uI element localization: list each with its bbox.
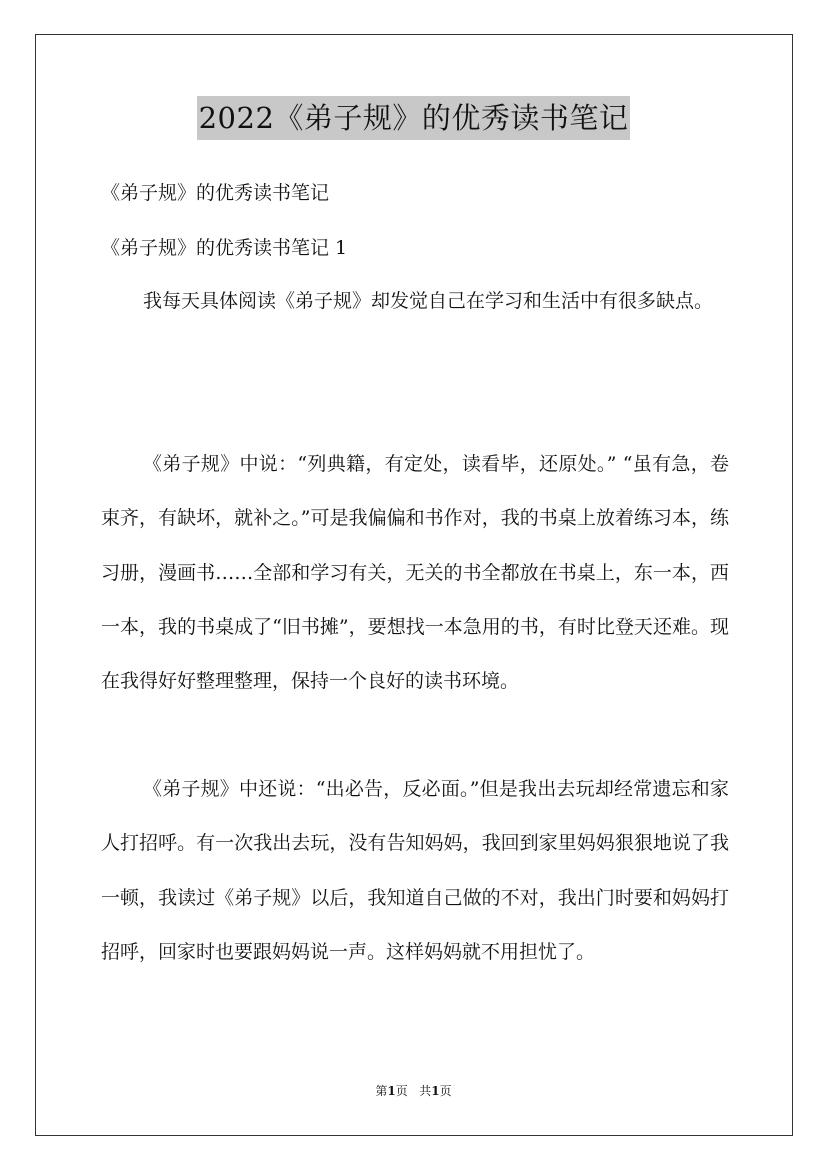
paragraph-2: 《弟子规》中说：“列典籍，有定处，读看毕，还原处。” “虽有急，卷束齐，有缺坏，就补之。”可是我偏偏和书作对，我的书桌上放着练习本，练习册，漫画书……全部和学习有关，无关的书全都放在书桌上，东一本，西一本，我的书桌成了“旧书摊”，要想找一本急用的书，有时比登天还难。现在我得好好整理整理，保持一个良好的读书环境。 [101, 453, 729, 693]
paragraph-3: 《弟子规》中还说：“出必告，反必面。”但是我出去玩却经常遗忘和家人打招呼。有一次我出去玩，没有告知妈妈，我回到家里妈妈狠狠地说了我一顿，我读过《弟子规》以后，我知道自己做的不对，我出门时要和妈妈打招呼，回家时也要跟妈妈说一声。这样妈妈就不用担忧了。 [101, 778, 729, 963]
footer-total-prefix: 共 [419, 1084, 432, 1098]
paragraph-1: 我每天具体阅读《弟子规》却发觉自己在学习和生活中有很多缺点。 [143, 290, 714, 312]
page-footer [0, 1082, 827, 1100]
footer-page-suffix: 页 [395, 1084, 408, 1098]
section-heading: 《弟子规》的优秀读书笔记 1 [101, 237, 348, 259]
footer-total-suffix: 页 [439, 1084, 452, 1098]
title-container [0, 96, 827, 140]
footer-page-total: 1 [431, 1084, 440, 1098]
footer-page-prefix: 第 [375, 1084, 388, 1098]
footer-page-current: 1 [387, 1084, 396, 1098]
document-title: 2022《弟子规》的优秀读书笔记 [197, 96, 631, 140]
subtitle: 《弟子规》的优秀读书笔记 [101, 182, 330, 204]
